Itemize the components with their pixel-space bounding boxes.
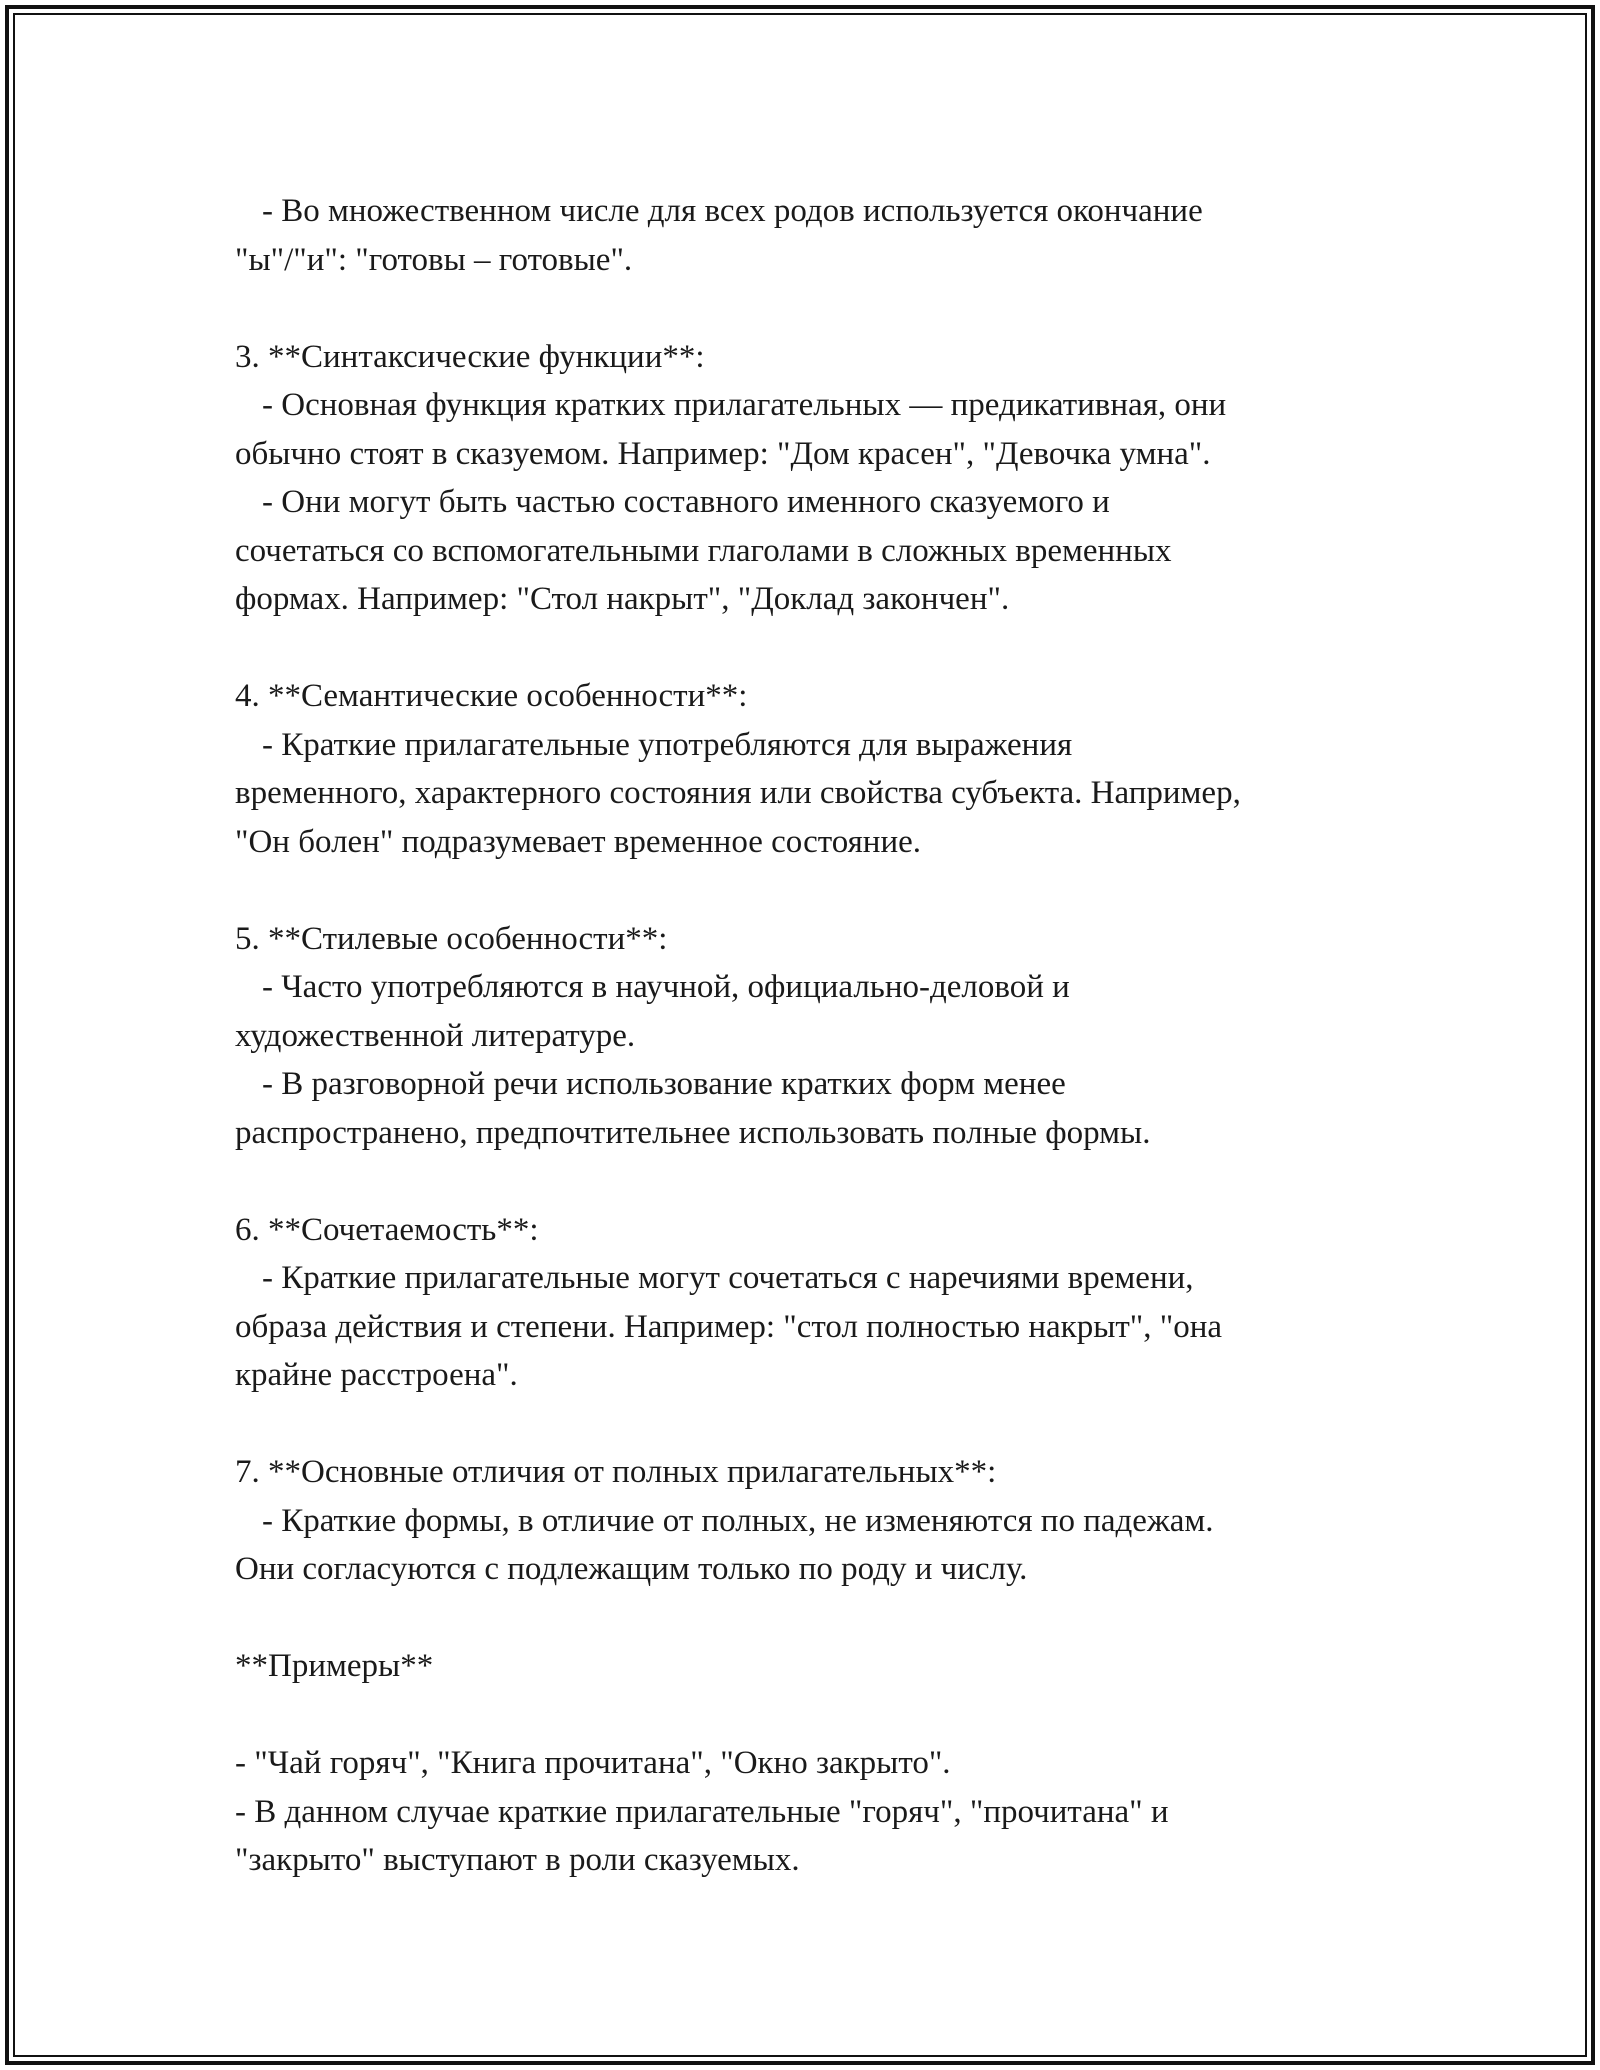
text-line: - Часто употребляются в научной, официально-деловой и xyxy=(262,969,1070,1005)
text-line: крайне расстроена". xyxy=(235,1357,518,1393)
text-line: обычно стоят в сказуемом. Например: "Дом красен", "Девочка умна". xyxy=(235,435,1211,472)
blank-line xyxy=(235,1594,1415,1643)
example-item: - В данном случае краткие прилагательные "горяч", "прочитана" и xyxy=(235,1793,1169,1830)
text-line: Они согласуются с подлежащим только по роду и числу. xyxy=(235,1551,1028,1587)
blank-line xyxy=(235,1400,1415,1449)
blank-line xyxy=(235,866,1415,915)
text-line: образа действия и степени. Например: "стол полностью накрыт", "она xyxy=(235,1308,1223,1345)
text-line: распространено, предпочтительнее использовать полные формы. xyxy=(235,1114,1151,1151)
examples-heading: **Примеры** xyxy=(235,1648,434,1684)
section-heading: 7. **Основные отличия от полных прилагательных**: xyxy=(235,1454,997,1490)
text-line: - Они могут быть частью составного именного сказуемого и xyxy=(262,484,1110,520)
text-line: художественной литературе. xyxy=(235,1017,636,1054)
text-line: "ы"/"и": "готовы – готовые". xyxy=(235,241,633,278)
text-line: - Краткие формы, в отличие от полных, не изменяются по падежам. xyxy=(262,1502,1214,1539)
document-body xyxy=(235,187,1415,1885)
text-line: - Во множественном числе для всех родов используется окончание xyxy=(262,193,1203,229)
text-line: сочетаться со вспомогательными глаголами в сложных временных xyxy=(235,532,1172,569)
blank-line xyxy=(235,624,1415,673)
section-heading: 4. **Семантические особенности**: xyxy=(235,678,748,714)
section-heading: 5. **Стилевые особенности**: xyxy=(235,920,668,957)
text-line: "закрыто" выступают в роли сказуемых. xyxy=(235,1842,800,1878)
text-line: - Краткие прилагательные употребляются для выражения xyxy=(262,726,1073,763)
text-line: - В разговорной речи использование кратких форм менее xyxy=(262,1066,1066,1102)
section-heading: 6. **Сочетаемость**: xyxy=(235,1211,539,1248)
text-line: временного, характерного состояния или свойства субъекта. Например, xyxy=(235,775,1241,811)
example-item: - "Чай горяч", "Книга прочитана", "Окно закрыто". xyxy=(235,1745,951,1781)
section-heading: 3. **Синтаксические функции**: xyxy=(235,338,705,375)
text-line: - Основная функция кратких прилагательных — предикативная, они xyxy=(262,387,1227,423)
text-line: формах. Например: "Стол накрыт", "Доклад закончен". xyxy=(235,581,1010,617)
text-line: - Краткие прилагательные могут сочетаться с наречиями времени, xyxy=(262,1260,1194,1296)
blank-line xyxy=(235,1691,1415,1740)
blank-line xyxy=(235,1157,1415,1206)
text-line: "Он болен" подразумевает временное состояние. xyxy=(235,823,922,860)
blank-line xyxy=(235,284,1415,333)
